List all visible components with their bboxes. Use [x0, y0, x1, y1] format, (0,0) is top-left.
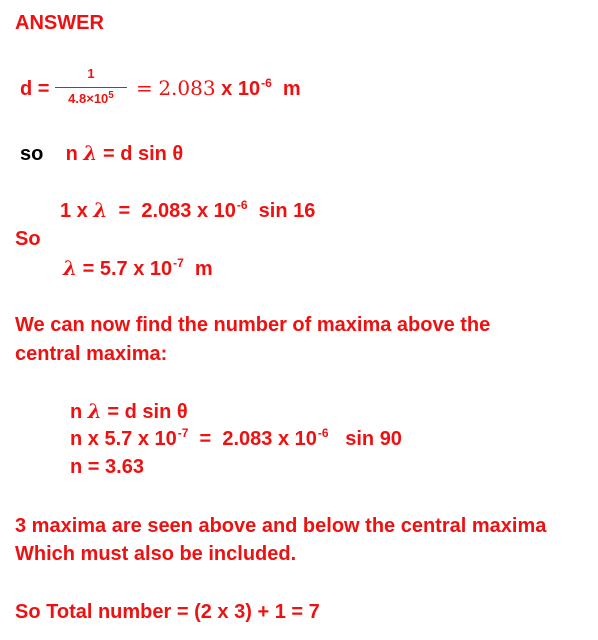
fraction-numerator: 1	[87, 66, 95, 81]
d-value: 2.083	[158, 76, 216, 100]
d-exponent: -6	[261, 76, 272, 90]
so-label: So	[15, 228, 41, 250]
lambda-symbol: λ	[63, 256, 78, 280]
lambda-symbol: λ	[93, 198, 108, 222]
sub-lhs: 1 x	[60, 200, 88, 222]
sub-eq: =	[118, 200, 131, 222]
maxima-eq2-tail: sin 90	[345, 428, 402, 450]
maxima-eq1-rhs: = d sin θ	[107, 401, 188, 423]
total-line: So Total number = (2 x 3) + 1 = 7	[15, 601, 320, 623]
denominator-exponent: 5	[108, 90, 114, 101]
answer-heading: ANSWER	[15, 12, 104, 34]
d-equals: =	[136, 76, 153, 100]
maxima-eq3: n = 3.63	[70, 456, 144, 478]
lambda-symbol: λ	[83, 141, 98, 165]
so-rhs: = d sin θ	[102, 143, 184, 165]
d-value-line	[136, 76, 301, 103]
maxima-intro-line1: We can now find the number of maxima above the	[15, 314, 491, 336]
maxima-eq2	[70, 427, 402, 453]
so-line	[20, 141, 183, 166]
fraction-denominator	[55, 91, 127, 109]
d-label: d =	[20, 78, 50, 100]
lambda-result-line	[63, 256, 213, 283]
d-fraction	[55, 66, 127, 112]
so-n: n	[65, 143, 78, 165]
substitution-line	[60, 198, 315, 225]
sub-tail: sin 16	[258, 200, 316, 222]
sub-exponent: -6	[236, 198, 248, 212]
maxima-intro-line2: central maxima:	[15, 343, 168, 365]
lambda-result-text: = 5.7 x 10	[82, 258, 173, 280]
maxima-eq2-eq: =	[199, 428, 212, 450]
d-unit: m	[282, 78, 301, 100]
maxima-eq2-lhs: n x 5.7 x 10	[70, 428, 177, 450]
maxima-eq1-n: n	[70, 401, 83, 423]
maxima-eq2-exp2: -6	[317, 426, 329, 440]
so-word: so	[20, 143, 44, 165]
fraction-bar	[55, 87, 127, 88]
lambda-result-unit: m	[194, 258, 213, 280]
d-times: x 10	[221, 78, 261, 100]
conclusion-line1: 3 maxima are seen above and below the central maxima	[15, 515, 547, 537]
maxima-eq1	[70, 399, 188, 424]
lambda-symbol: λ	[87, 399, 102, 423]
maxima-eq2-value: 2.083 x 10	[222, 428, 317, 450]
denominator-base: 4.8×10	[68, 91, 109, 106]
conclusion-line2: Which must also be included.	[15, 543, 297, 565]
lambda-result-exponent: -7	[173, 256, 184, 270]
sub-value: 2.083 x 10	[141, 200, 236, 222]
maxima-eq2-exp1: -7	[177, 426, 189, 440]
